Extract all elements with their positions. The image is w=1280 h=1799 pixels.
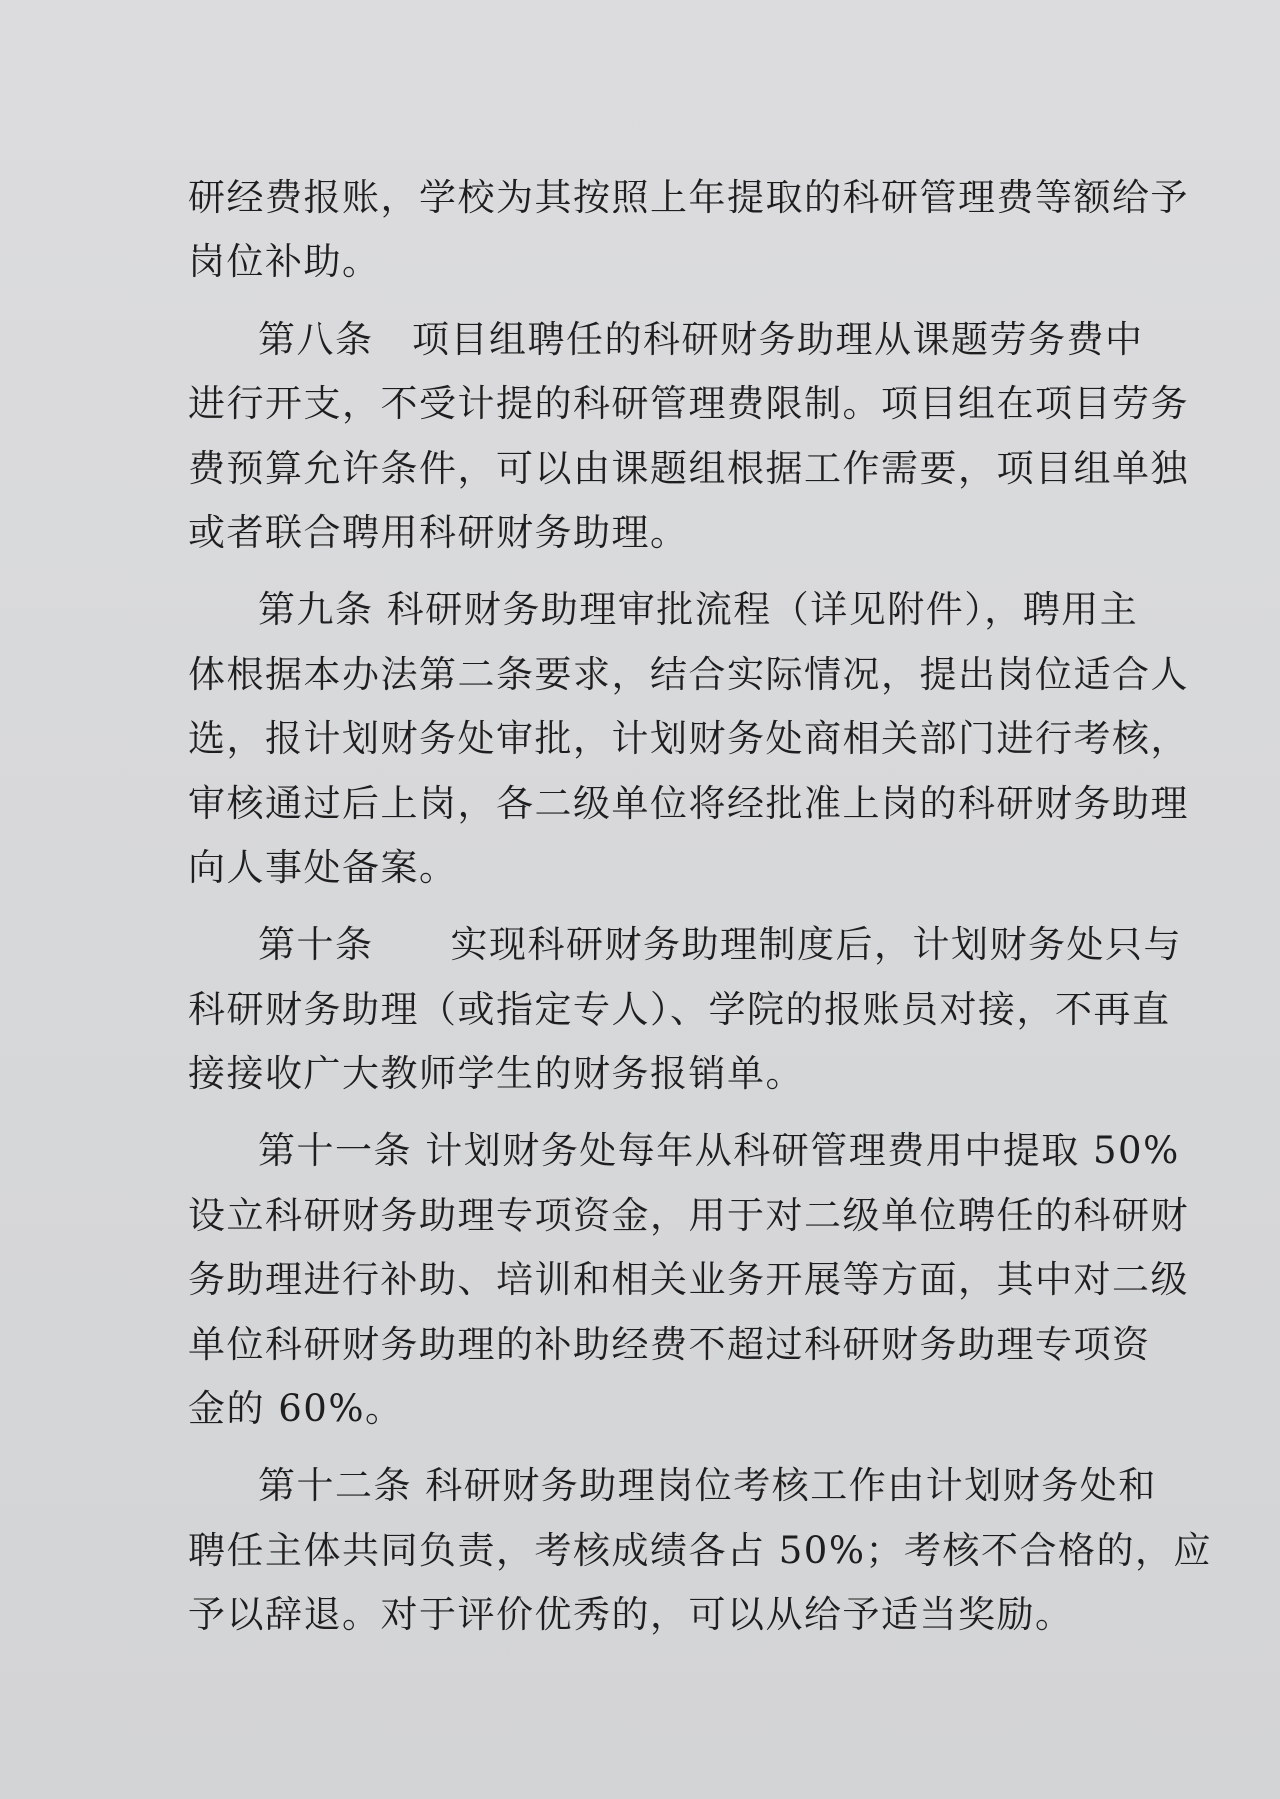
text-line: 向人事处备案。 [188,845,458,889]
text-line: 审核通过后上岗，各二级单位将经批准上岗的科研财务助理 [188,781,1189,825]
text-line: 选，报计划财务处审批，计划财务处商相关部门进行考核， [188,717,1189,761]
text-line: 体根据本办法第二条要求，结合实际情况，提出岗位适合人 [188,652,1189,696]
text-line: 研经费报账，学校为其按照上年提取的科研管理费等额给予 [188,176,1189,219]
article-8-heading-line: 第八条 项目组聘任的科研财务助理从课题劳务费中 [258,317,1144,361]
article-11-heading-line: 第十一条 计划财务处每年从科研管理费用中提取 50% [258,1129,1180,1173]
text-line: 科研财务助理（或指定专人）、学院的报账员对接，不再直 [188,987,1171,1031]
text-line: 岗位补助。 [188,240,381,284]
text-line: 务助理进行补助、培训和相关业务开展等方面，其中对二级 [188,1258,1189,1302]
text-line: 设立科研财务助理专项资金，用于对二级单位聘任的科研财 [188,1193,1189,1237]
text-line: 接接收广大教师学生的财务报销单。 [188,1052,804,1096]
text-line: 金的 60%。 [188,1387,404,1431]
text-line: 或者联合聘用科研财务助理。 [188,510,689,554]
text-line: 单位科研财务助理的补助经费不超过科研财务助理专项资 [188,1322,1151,1366]
article-10-heading-line: 第十条 实现科研财务助理制度后，计划财务处只与 [258,923,1182,967]
document-body [188,166,1212,1648]
article-9-heading-line: 第九条 科研财务助理审批流程（详见附件），聘用主 [258,588,1139,632]
article-12-heading-line: 第十二条 科研财务助理岗位考核工作由计划财务处和 [258,1464,1157,1508]
text-line: 费预算允许条件，可以由课题组根据工作需要，项目组单独 [188,446,1189,490]
text-line: 予以辞退。对于评价优秀的，可以从给予适当奖励。 [188,1593,1074,1637]
text-line: 进行开支，不受计提的科研管理费限制。项目组在项目劳务 [188,382,1189,426]
text-line: 聘任主体共同负责，考核成绩各占 50%；考核不合格的，应 [188,1528,1212,1572]
